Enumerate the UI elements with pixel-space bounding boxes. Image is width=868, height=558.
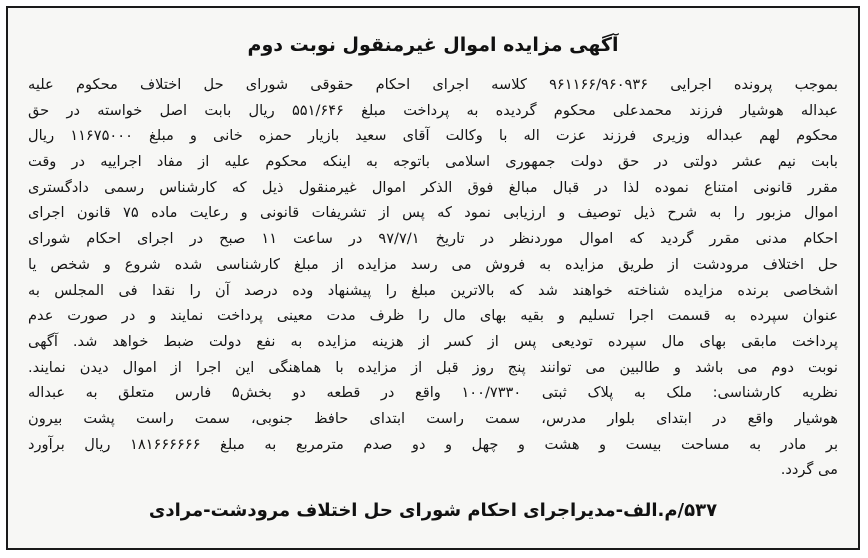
notice-line: نوبت دوم می باشد و طالبین می توانند پنج روز قبل از مزایده با هماهنگی این اجرا از اموال دیدن نمایند.	[28, 358, 838, 376]
notice-line: بموجب پرونده اجرایی ۹۶۱۱۶۶/۹۶۰۹۳۶ کلاسه اجرای احکام حقوقی شورای حل اختلاف محکوم علیه	[28, 76, 838, 93]
notice-line: پرداخت مابقی بهای مال سپرده تودیعی پس از کسر از هزینه مزایده به نفع دولت ضبط خواهد شد. آگهی	[28, 332, 838, 350]
notice-line: بر مادر به مساحت بیست و هشت و چهل و دو صدم مترمربع به مبلغ ۱۸۱۶۶۶۶۶۶ ریال برآورد	[28, 435, 838, 453]
notice-line: هوشیار واقع در ابتدای بلوار مدرس، سمت راست ابتدای حافظ جنوبی، سمت راست پشت بیرون	[28, 409, 838, 427]
notice-line: احکام مدنی مقرر گردید که اموال موردنظر در تاریخ ۹۷/۷/۱ در ساعت ۱۱ صبح در اجرای احکام شورای	[28, 230, 838, 248]
notice-line: مقرر قانونی امتناع نموده لذا در قبال مبالغ فوق الذکر اموال غیرمنقول ذیل که کارشناس رسمی دادگستری	[28, 178, 838, 196]
notice-title: آگهی مزایده اموال غیرمنقول نوبت دوم	[247, 34, 619, 56]
notice-line: عبداله هوشیار فرزند محمدعلی محکوم گردیده به پرداخت مبلغ ۵۵۱/۶۴۶ ریال بابت اصل خواسته در حق	[28, 101, 838, 119]
notice-line: اشخاصی برنده مزایده شناخته خواهند شد که بالاترین مبلغ را پیشنهاد وده درصد آن را نقدا فی المجلس به	[28, 281, 838, 299]
notice-line: می گردد.	[780, 461, 838, 479]
notice-line: اموال مزبور را به شرح ذیل توصیف و ارزیابی نمود که پس از تشریفات قانونی و رعایت ماده ۷۵ قانون اجرای	[28, 204, 838, 222]
notice-line: حل اختلاف مرودشت از طریق مزایده به فروش می رسد مزایده از مبلغ کارشناسی شده شروع و شخص یا	[28, 255, 838, 273]
notice-line: نظریه کارشناسی: ملک به پلاک ثبتی ۱۰۰/۷۳۳۰ واقع در قطعه دو بخش۵ فارس متعلق به عبداله	[28, 384, 838, 402]
notice-body	[28, 72, 838, 483]
notice-signature: ۵۳۷/م.الف-مدیراجرای احکام شورای حل اختلاف مرودشت-مرادی	[148, 500, 718, 521]
notice-line: بابت نیم عشر دولتی در حق دولت جمهوری اسلامی باتوجه به اینکه محکوم علیه از مفاد اجراییه در وقت	[28, 153, 838, 171]
notice-line: محکوم لهم عبداله وزیری فرزند عزت اله با وکالت آقای سعید بازیار حمزه خانی و مبلغ ۱۱۶۷۵۰۰۰ ریال	[28, 127, 838, 145]
notice-frame	[6, 6, 860, 550]
notice-line: عنوان سپرده به قسمت اجرا تسلیم و بقیه بهای مال را ظرف مدت معینی پرداخت نمایند و در صورت عدم	[28, 307, 838, 325]
